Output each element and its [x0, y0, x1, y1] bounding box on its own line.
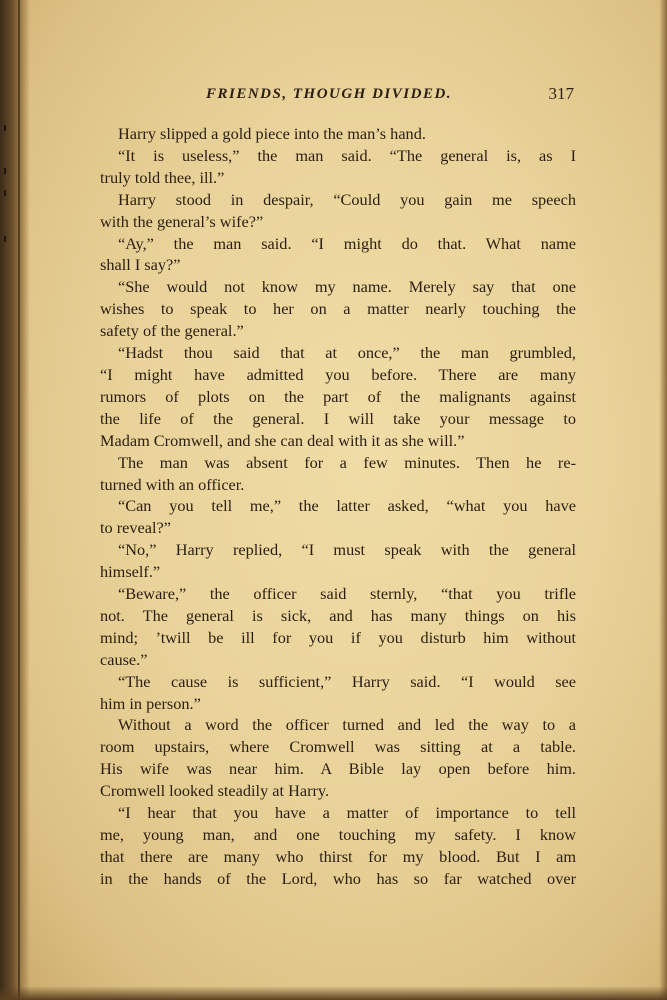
text-line: room upstairs, where Cromwell was sitting at a table. [100, 737, 576, 757]
text-line: The man was absent for a few minutes. Then he re- [118, 452, 576, 472]
text-line: “Beware,” the officer said sternly, “that you trifle [118, 584, 576, 604]
text-line: “I hear that you have a matter of importance to tell [118, 803, 576, 823]
text-line: himself.” [100, 562, 161, 582]
text-line: rumors of plots on the part of the malignants against [100, 386, 576, 406]
text-line: truly told thee, ill.” [100, 167, 225, 187]
text-line: “It is useless,” the man said. “The general is, as I [118, 145, 576, 165]
text-line: safety of the general.” [100, 321, 244, 341]
page-number: 317 [548, 84, 574, 103]
text-line: that there are many who thirst for my blood. But I am [100, 846, 576, 866]
text-line: “Hadst thou said that at once,” the man grumbled, [118, 343, 576, 363]
margin-mark [4, 125, 6, 131]
text-line: Madam Cromwell, and she can deal with it as she will.” [100, 430, 465, 450]
margin-mark [4, 168, 6, 174]
text-line: Harry slipped a gold piece into the man’s hand. [118, 124, 426, 143]
page-header [100, 86, 580, 110]
running-head: FRIENDS, THOUGH DIVIDED. [206, 86, 453, 102]
text-line: mind; ’twill be ill for you if you disturb him without [100, 627, 576, 647]
body-text [100, 123, 576, 890]
text-line: “No,” Harry replied, “I must speak with the general [118, 540, 576, 560]
text-line: “Can you tell me,” the latter asked, “what you have [118, 496, 576, 516]
text-line: to reveal?” [100, 518, 171, 538]
margin-mark [4, 236, 6, 242]
text-line: not. The general is sick, and has many things on his [100, 605, 576, 625]
text-line: Harry stood in despair, “Could you gain me speech [118, 189, 576, 209]
margin-mark [4, 190, 6, 196]
text-line: cause.” [100, 649, 148, 669]
text-line: “She would not know my name. Merely say that one [118, 277, 576, 297]
text-line: with the general’s wife?” [100, 211, 264, 231]
text-line: Cromwell looked steadily at Harry. [100, 781, 330, 801]
text-line: Without a word the officer turned and led the way to a [118, 715, 576, 735]
text-line: “The cause is sufficient,” Harry said. “I would see [118, 671, 576, 691]
text-line: me, young man, and one touching my safety. I know [100, 825, 576, 844]
text-line: wishes to speak to her on a matter nearly touching the [100, 299, 576, 319]
text-line: His wife was near him. A Bible lay open before him. [100, 759, 576, 779]
text-line: in the hands of the Lord, who has so far watched over [100, 868, 576, 888]
page-right-edge [659, 0, 667, 1000]
book-spine [0, 0, 30, 1000]
spine-edge [18, 0, 20, 1000]
text-line: turned with an officer. [100, 474, 245, 494]
text-line: “Ay,” the man said. “I might do that. What name [118, 233, 576, 253]
page-bottom-edge [0, 986, 667, 1000]
text-line: him in person.” [100, 693, 201, 713]
text-line: the life of the general. I will take your message to [100, 408, 576, 428]
text-line: “I might have admitted you before. There are many [100, 364, 576, 384]
text-line: shall I say?” [100, 255, 181, 275]
